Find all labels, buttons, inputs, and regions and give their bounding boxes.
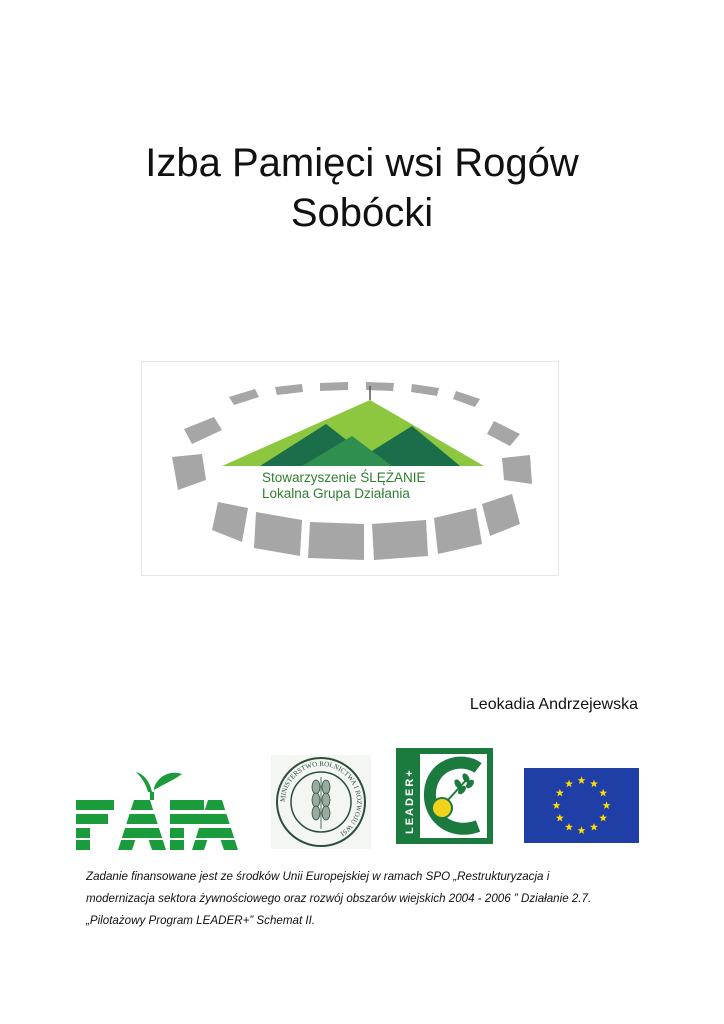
author-name: Leokadia Andrzejewska	[469, 696, 638, 713]
funding-statement	[86, 866, 646, 932]
funding-line-1: Zadanie finansowane jest ze środków Unii Europejskiej w ramach SPO „Restrukturyzacja i	[86, 870, 550, 883]
fapa-logo-graphic	[74, 766, 239, 852]
leader-plus-logo	[396, 748, 493, 844]
slezanie-logo	[141, 361, 559, 576]
logo-mountains	[222, 386, 484, 466]
funding-line-2: modernizacja sektora żywnościowego oraz rozwój obszarów wiejskich 2004 - 2006 ” Działanie 2.7.	[86, 892, 592, 905]
ministry-seal-logo	[271, 755, 371, 849]
logo-name-line-1: Stowarzyszenie ŚLĘŻANIE	[262, 470, 426, 485]
logo-name-line-2: Lokalna Grupa Działania	[262, 486, 410, 501]
document-title	[0, 138, 724, 238]
fapa-logo	[74, 766, 239, 852]
eu-flag-graphic	[524, 768, 639, 843]
ministry-seal-graphic	[271, 755, 371, 849]
leader-label: LEADER+	[404, 768, 416, 834]
ministry-ring-text: MINISTERSTWO ROLNICTWA I ROZWOJU WSI	[278, 759, 364, 838]
eu-flag-logo	[524, 768, 639, 843]
title-line-2: Sobócki	[290, 191, 434, 235]
funding-line-3: „Pilotażowy Program LEADER+” Schemat II.	[86, 914, 316, 927]
leader-plus-graphic	[396, 748, 493, 844]
slezanie-logo-graphic	[142, 362, 558, 575]
title-line-1: Izba Pamięci wsi Rogów	[145, 141, 579, 185]
